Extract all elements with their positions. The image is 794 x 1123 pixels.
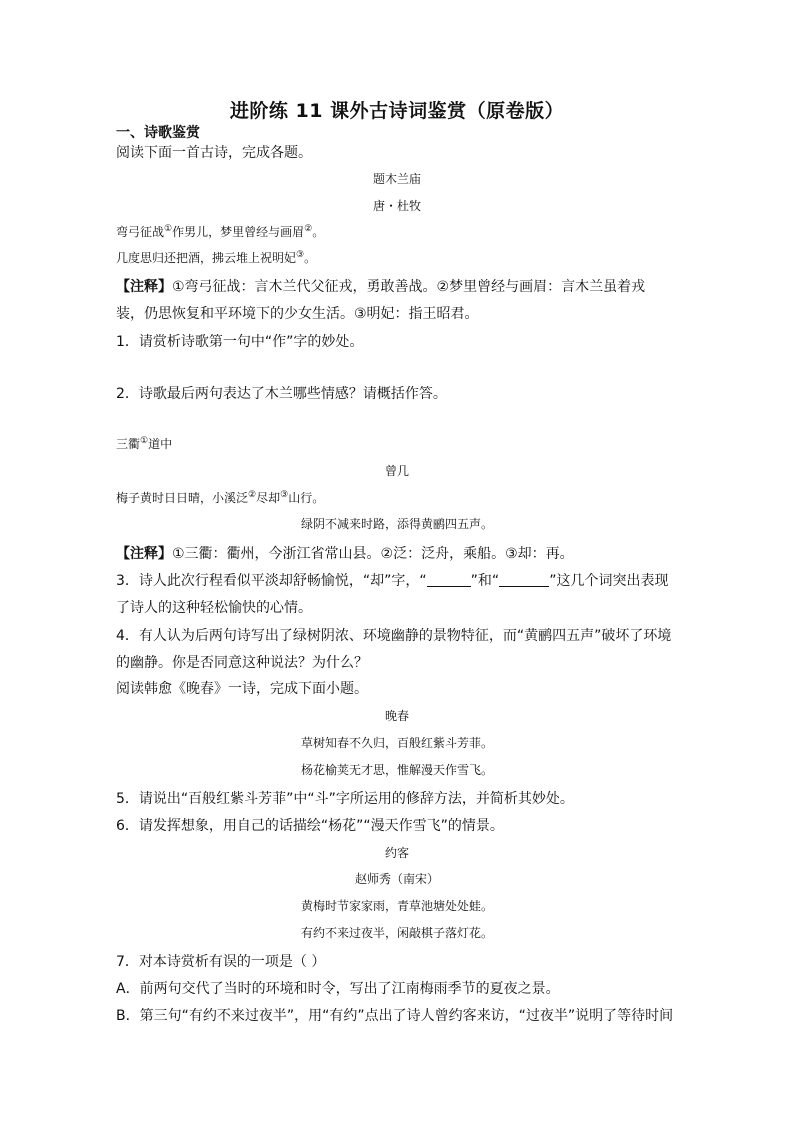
section-heading: 一、诗歌鉴赏 <box>116 125 200 141</box>
question-3 <box>116 570 668 590</box>
question-6: 6．请发挥想象，用自己的话描绘“杨花”“漫天作雪飞”的情景。 <box>116 818 504 834</box>
poem-line: 草树知春不久归，百般红紫斗芳菲。 <box>300 736 493 750</box>
poem-author: 唐・杜牧 <box>372 199 421 213</box>
question-text: 3．诗人此次行程看似平淡却舒畅愉悦，“却”字，“ <box>116 573 427 589</box>
note-marker: ② <box>304 224 313 234</box>
poem-title: 题木兰庙 <box>372 172 421 186</box>
poem-line <box>116 489 324 506</box>
poem-title <box>116 435 172 452</box>
note-marker: ① <box>164 224 173 234</box>
question-5: 5．请说出“百般红紫斗芳菲”中“斗”字所运用的修辞方法，并简析其妙处。 <box>116 791 574 807</box>
question-text: ”这几个词突出表现 <box>549 573 669 589</box>
annotation <box>116 543 574 563</box>
poem-text: 作男儿，梦里曾经与画眉 <box>172 225 305 239</box>
annotation-text: ①弯弓征战：言木兰代父征戎，勇敢善战。②梦里曾经与画眉：言木兰虽着戎 <box>172 279 646 295</box>
poem-text: 三衢 <box>116 437 141 451</box>
question-4-cont: 的幽静。你是否同意这种说法？为什么？ <box>116 655 368 671</box>
note-marker: ③ <box>280 490 289 500</box>
poem-title: 约客 <box>384 846 409 860</box>
question-3-cont: 了诗人的这种轻松愉快的心情。 <box>116 600 312 616</box>
note-marker: ① <box>140 436 149 446</box>
question-text: ”和“ <box>470 573 500 589</box>
poem-line: 黄梅时节家家雨，青草池塘处处蛙。 <box>300 899 493 913</box>
poem-text: 山行。 <box>288 491 325 505</box>
note-marker: ③ <box>296 250 305 260</box>
poem-line <box>116 223 324 240</box>
poem-line <box>116 249 316 266</box>
poem-line: 有约不来过夜半，闲敲棋子落灯花。 <box>300 926 493 940</box>
annotation <box>116 276 645 296</box>
annotation-tag: 【注释】 <box>116 279 172 295</box>
poem-title: 晚春 <box>384 709 409 723</box>
option-a: A．前两句交代了当时的环境和时令，写出了江南梅雨季节的夏夜之景。 <box>116 981 560 997</box>
poem-text: 尽却 <box>256 491 281 505</box>
poem-author: 曾几 <box>384 464 409 478</box>
poem-text: 弯弓征战 <box>116 225 165 239</box>
page-title: 进阶练 11 课外古诗词鉴赏（原卷版） <box>229 100 565 122</box>
note-marker: ② <box>248 490 257 500</box>
instruction-text: 阅读韩愈《晚春》一诗，完成下面小题。 <box>116 681 368 697</box>
question-7: 7．对本诗赏析有误的一项是（ ） <box>116 954 326 970</box>
option-b: B．第三句“有约不来过夜半”，用“有约”点出了诗人曾约客来访，“过夜半”说明了等待时间 <box>116 1008 674 1024</box>
poem-text: 道中 <box>148 437 173 451</box>
question-1: 1．请赏析诗歌第一句中“作”字的妙处。 <box>116 334 364 350</box>
annotation-text: ①三衢：衢州，今浙江省常山县。②泛：泛舟，乘船。③却：再。 <box>172 546 574 562</box>
instruction-text: 阅读下面一首古诗，完成各题。 <box>116 145 312 161</box>
answer-blank[interactable] <box>427 572 471 587</box>
poem-text: 几度思归还把酒，拂云堆上祝明妃 <box>116 251 297 265</box>
poem-line: 杨花榆荚无才思，惟解漫天作雪飞。 <box>300 763 493 777</box>
poem-text: 。 <box>312 225 325 239</box>
poem-text: 梅子黄时日日晴，小溪泛 <box>116 491 249 505</box>
question-2: 2．诗歌最后两句表达了木兰哪些情感？请概括作答。 <box>116 386 447 402</box>
question-4: 4．有人认为后两句诗写出了绿树阴浓、环境幽静的景物特征，而“黄鹂四五声”破坏了环境 <box>116 628 672 644</box>
poem-author: 赵师秀（南宋） <box>354 872 439 886</box>
annotation-tag: 【注释】 <box>116 546 172 562</box>
answer-blank[interactable] <box>499 572 549 587</box>
annotation-text: 装，仍思恢复和平环境下的少女生活。③明妃：指王昭君。 <box>116 306 479 322</box>
poem-line: 绿阴不减来时路，添得黄鹂四五声。 <box>300 517 493 531</box>
poem-text: 。 <box>304 251 317 265</box>
